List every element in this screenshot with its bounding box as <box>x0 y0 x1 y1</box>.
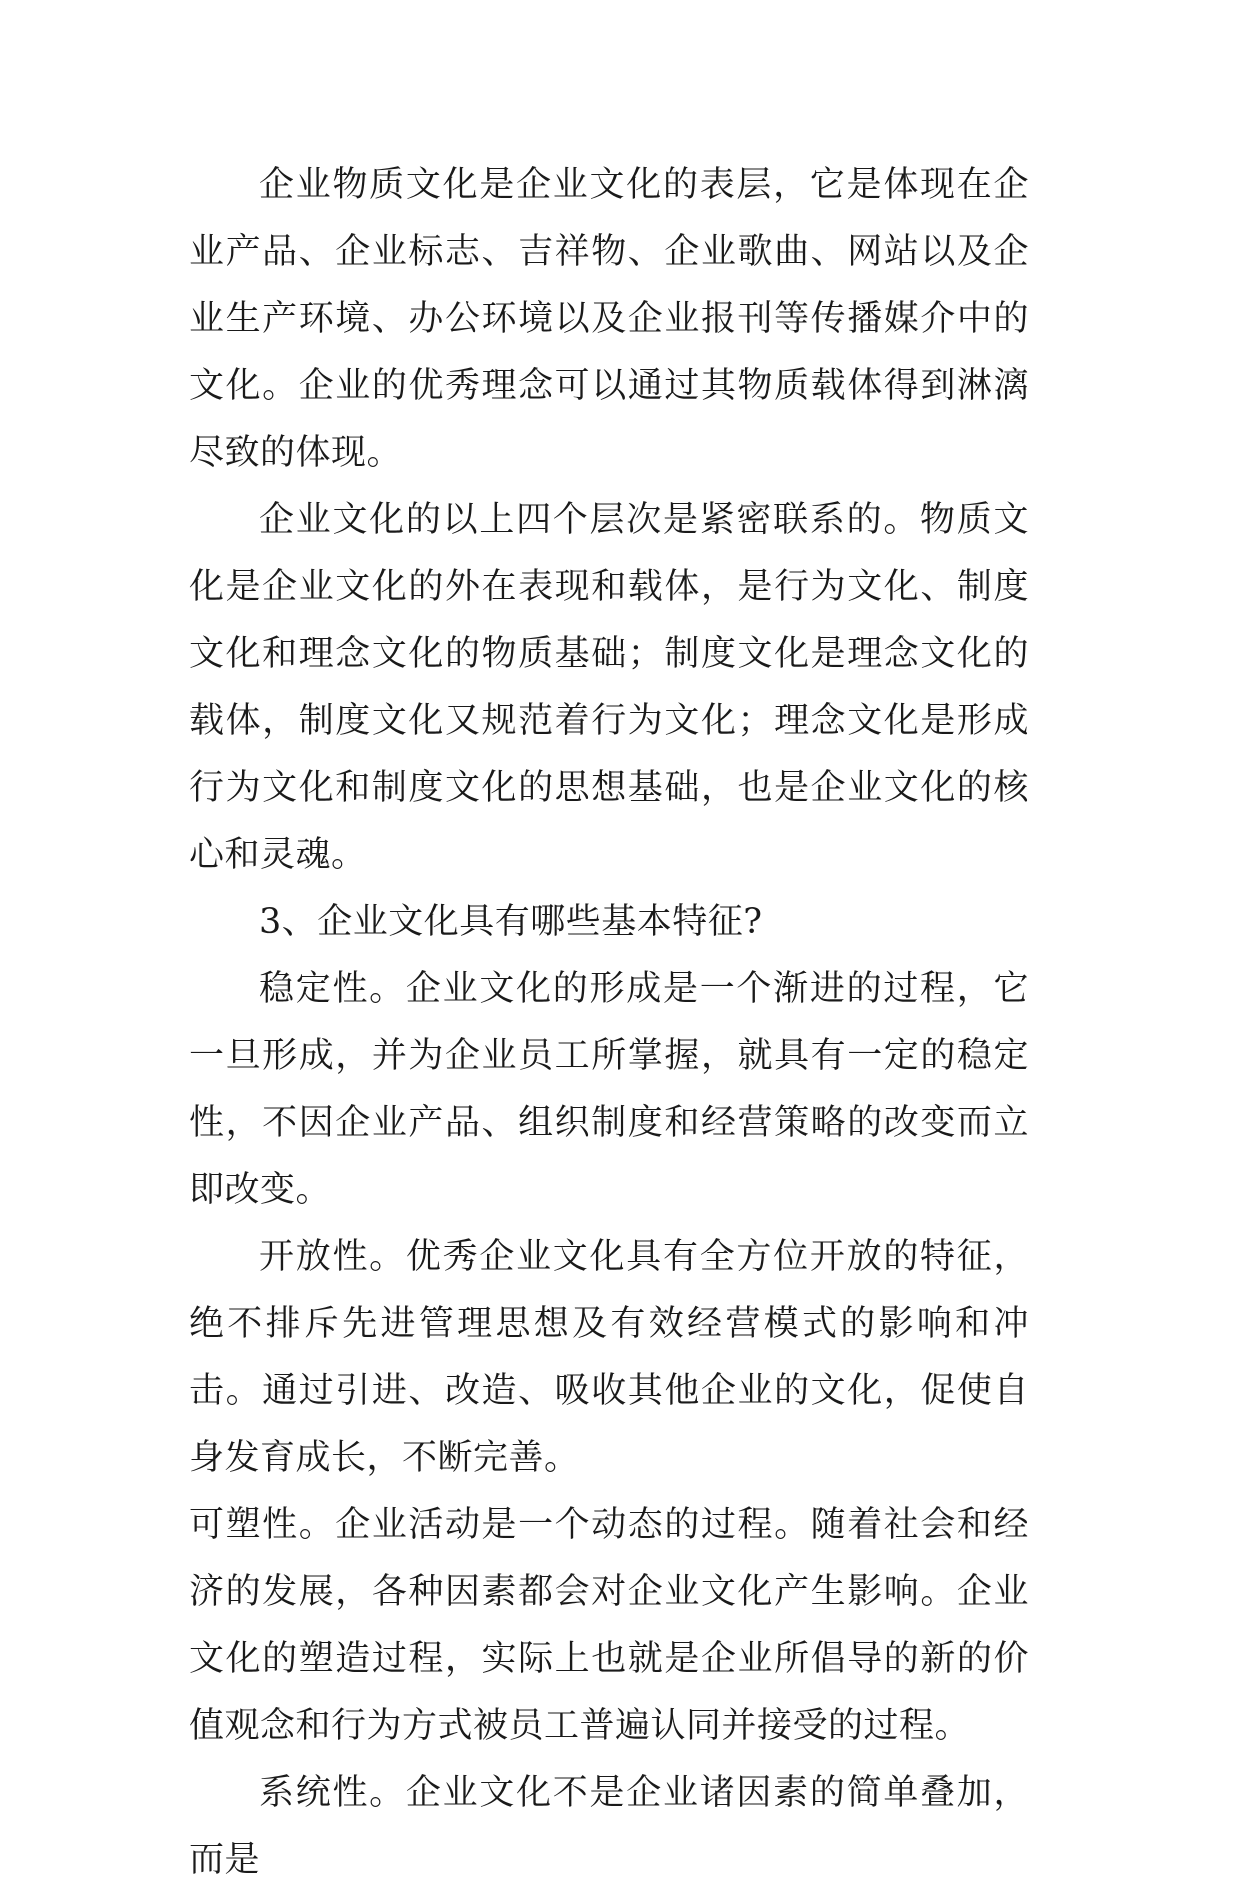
paragraph-openness: 开放性。优秀企业文化具有全方位开放的特征，绝不排斥先进管理思想及有效经营模式的影响和冲击。通过引进、改造、吸收其他企业的文化，促使自身发育成长，不断完善。 <box>189 1237 1029 1478</box>
document-body <box>189 152 1029 1894</box>
paragraph-four-levels: 企业文化的以上四个层次是紧密联系的。物质文化是企业文化的外在表现和载体，是行为文化、制度文化和理念文化的物质基础；制度文化是理念文化的载体，制度文化又规范着行为文化；理念文化是形成行为文化和制度文化的思想基础，也是企业文化的核心和灵魂。 <box>189 500 1029 875</box>
paragraph-stability: 稳定性。企业文化的形成是一个渐进的过程，它一旦形成，并为企业员工所掌握，就具有一定的稳定性，不因企业产品、组织制度和经营策略的改变而立即改变。 <box>189 969 1029 1210</box>
paragraph-plasticity: 可塑性。企业活动是一个动态的过程。随着社会和经济的发展，各种因素都会对企业文化产生影响。企业文化的塑造过程，实际上也就是企业所倡导的新的价值观念和行为方式被员工普遍认同并接受的过程。 <box>189 1505 1029 1746</box>
paragraph-material-culture: 企业物质文化是企业文化的表层，它是体现在企业产品、企业标志、吉祥物、企业歌曲、网站以及企业生产环境、办公环境以及企业报刊等传播媒介中的文化。企业的优秀理念可以通过其物质载体得到淋漓尽致的体现。 <box>189 165 1029 473</box>
section-heading-basic-features: 3、企业文化具有哪些基本特征? <box>259 902 763 942</box>
paragraph-systematic: 系统性。企业文化不是企业诸因素的简单叠加，而是 <box>189 1773 1029 1880</box>
